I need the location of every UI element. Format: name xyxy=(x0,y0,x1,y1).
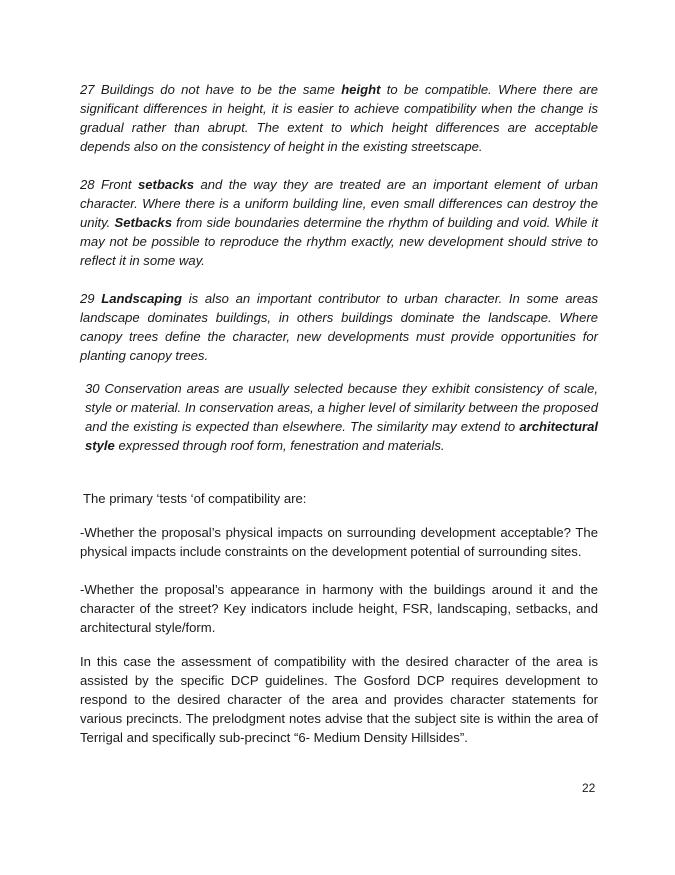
keyword-setbacks: setbacks xyxy=(137,177,195,192)
test-appearance-harmony: -Whether the proposal’s appearance in harmony with the buildings around it and the character of the street? Key indicators include height, FSR, landscaping, setbacks, and architectural style/form. xyxy=(80,582,598,635)
keyword-architectural-style: architectural style xyxy=(85,419,598,453)
assessment-paragraph: In this case the assessment of compatibility with the desired character of the area is assisted by the specific DCP guidelines. The Gosford DCP requires development to respond to the desired character of the area and provides character statements for various precincts. The prelodgment notes advise that the subject site is within the area of Terrigal and specifically sub-precinct “6- Medium Density Hillsides”. xyxy=(80,654,598,745)
paragraph-27-height: 27 Buildings do not have to be the same height to be compatible. Where there are significant differences in height, it is easier to achieve compatibility when the change is gradual rather than abrupt. The extent to which height differences are acceptable depends also on the consistency of height in the existing streetscape. xyxy=(80,82,598,154)
keyword-setbacks-2: Setbacks xyxy=(114,215,172,230)
paragraph-28-setbacks: 28 Front setbacks and the way they are treated are an important element of urban character. Where there is a uniform building line, even small differences can destroy the unity. Setbacks from side boundaries determine the rhythm of building and void. While it may not be possible to reproduce the rhythm exactly, new development should strive to reflect it in some way. xyxy=(80,177,598,268)
keyword-landscaping: Landscaping xyxy=(101,291,183,306)
test-physical-impacts: -Whether the proposal’s physical impacts on surrounding development acceptable? The physical impacts include constraints on the development potential of surrounding sites. xyxy=(80,525,598,559)
keyword-height: height xyxy=(341,82,381,97)
paragraph-30-conservation: 30 Conservation areas are usually selected because they exhibit consistency of scale, style or material. In conservation areas, a higher level of similarity between the proposed and the existing is expected than elsewhere. The similarity may extend to architectural style expressed through roof form, fenestration and materials. xyxy=(85,381,598,453)
tests-intro: The primary ‘tests ‘of compatibility are: xyxy=(83,491,307,506)
page-number: 22 xyxy=(582,781,596,795)
paragraph-29-landscaping: 29 Landscaping is also an important contributor to urban character. In some areas landscape dominates buildings, in others buildings dominate the landscape. Where canopy trees define the character, new developments must provide opportunities for planting canopy trees. xyxy=(80,291,598,363)
